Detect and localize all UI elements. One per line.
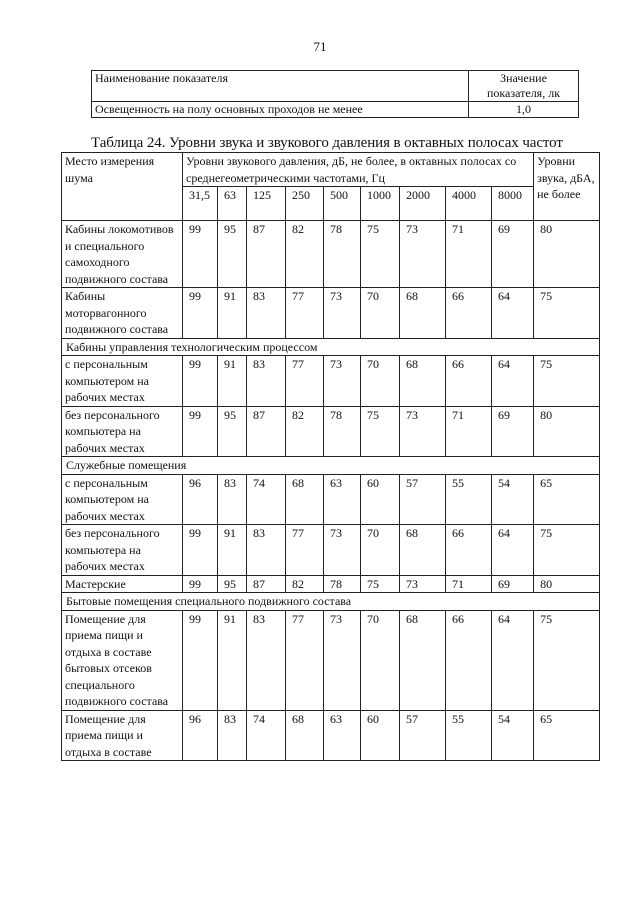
row-value: 73 bbox=[324, 356, 361, 407]
table-row bbox=[62, 356, 600, 407]
row-value: 87 bbox=[247, 575, 286, 593]
row-value: 99 bbox=[183, 406, 218, 457]
row-label: Кабины моторвагонного подвижного состава bbox=[62, 288, 183, 339]
row-value: 68 bbox=[400, 610, 446, 710]
row-value: 71 bbox=[446, 221, 492, 288]
frequency-header: 250 bbox=[286, 187, 324, 221]
row-value: 69 bbox=[492, 221, 534, 288]
row-value: 54 bbox=[492, 474, 534, 525]
row-value: 99 bbox=[183, 356, 218, 407]
row-value: 55 bbox=[446, 474, 492, 525]
row-value: 87 bbox=[247, 221, 286, 288]
illumination-header-value: Значение показателя, лк bbox=[469, 71, 579, 102]
row-total-value: 75 bbox=[534, 610, 600, 710]
row-label: Кабины локомотивов и специального самоходного подвижного состава bbox=[62, 221, 183, 288]
table-row bbox=[62, 575, 600, 593]
row-value: 78 bbox=[324, 221, 361, 288]
row-value: 54 bbox=[492, 710, 534, 761]
row-total-value: 65 bbox=[534, 474, 600, 525]
row-value: 63 bbox=[324, 710, 361, 761]
row-value: 83 bbox=[247, 610, 286, 710]
row-value: 57 bbox=[400, 710, 446, 761]
row-value: 78 bbox=[324, 406, 361, 457]
row-value: 73 bbox=[324, 525, 361, 576]
section-label: Служебные помещения bbox=[62, 457, 600, 475]
row-value: 95 bbox=[218, 406, 247, 457]
row-label: Мастерские bbox=[62, 575, 183, 593]
illumination-row-name: Освещенность на полу основных проходов не менее bbox=[92, 102, 469, 118]
row-total-value: 80 bbox=[534, 575, 600, 593]
row-label: Помещение для приема пищи и отдыха в составе bbox=[62, 710, 183, 761]
row-value: 96 bbox=[183, 474, 218, 525]
row-label: Помещение для приема пищи и отдыха в составе бытовых отсеков специального подвижного состава bbox=[62, 610, 183, 710]
row-value: 95 bbox=[218, 575, 247, 593]
frequency-header: 63 bbox=[218, 187, 247, 221]
row-label: без персонального компьютера на рабочих местах bbox=[62, 525, 183, 576]
row-value: 91 bbox=[218, 356, 247, 407]
header-row-1 bbox=[62, 153, 600, 187]
table-row bbox=[62, 525, 600, 576]
frequency-header: 125 bbox=[247, 187, 286, 221]
table-row bbox=[62, 288, 600, 339]
section-label: Бытовые помещения специального подвижного состава bbox=[62, 593, 600, 611]
row-label: с персональным компьютером на рабочих местах bbox=[62, 356, 183, 407]
row-value: 91 bbox=[218, 288, 247, 339]
header-total: Уровни звука, дБА, не более bbox=[534, 153, 600, 221]
row-value: 71 bbox=[446, 575, 492, 593]
row-value: 75 bbox=[361, 221, 400, 288]
row-value: 64 bbox=[492, 525, 534, 576]
row-value: 77 bbox=[286, 288, 324, 339]
row-total-value: 65 bbox=[534, 710, 600, 761]
row-value: 70 bbox=[361, 525, 400, 576]
row-value: 78 bbox=[324, 575, 361, 593]
row-total-value: 75 bbox=[534, 288, 600, 339]
row-value: 68 bbox=[400, 356, 446, 407]
frequency-header: 500 bbox=[324, 187, 361, 221]
row-value: 55 bbox=[446, 710, 492, 761]
row-value: 70 bbox=[361, 356, 400, 407]
row-value: 57 bbox=[400, 474, 446, 525]
row-value: 73 bbox=[400, 221, 446, 288]
row-value: 68 bbox=[400, 525, 446, 576]
row-value: 83 bbox=[218, 710, 247, 761]
illumination-row bbox=[92, 102, 579, 118]
row-value: 87 bbox=[247, 406, 286, 457]
row-value: 70 bbox=[361, 288, 400, 339]
row-value: 83 bbox=[247, 525, 286, 576]
row-value: 75 bbox=[361, 406, 400, 457]
row-total-value: 75 bbox=[534, 356, 600, 407]
row-value: 77 bbox=[286, 525, 324, 576]
row-value: 82 bbox=[286, 575, 324, 593]
row-value: 71 bbox=[446, 406, 492, 457]
frequency-header: 8000 bbox=[492, 187, 534, 221]
row-value: 73 bbox=[400, 575, 446, 593]
row-value: 96 bbox=[183, 710, 218, 761]
table-row bbox=[62, 610, 600, 710]
illumination-row-value: 1,0 bbox=[469, 102, 579, 118]
row-value: 83 bbox=[247, 356, 286, 407]
row-value: 64 bbox=[492, 288, 534, 339]
section-label: Кабины управления технологическим процессом bbox=[62, 338, 600, 356]
row-total-value: 80 bbox=[534, 221, 600, 288]
frequency-header: 1000 bbox=[361, 187, 400, 221]
table-row bbox=[62, 221, 600, 288]
row-value: 64 bbox=[492, 356, 534, 407]
row-value: 60 bbox=[361, 474, 400, 525]
row-value: 74 bbox=[247, 710, 286, 761]
row-label: с персональным компьютером на рабочих местах bbox=[62, 474, 183, 525]
row-value: 83 bbox=[218, 474, 247, 525]
row-value: 68 bbox=[286, 474, 324, 525]
illumination-header-name: Наименование показателя bbox=[92, 71, 469, 102]
row-value: 91 bbox=[218, 610, 247, 710]
row-value: 60 bbox=[361, 710, 400, 761]
row-value: 74 bbox=[247, 474, 286, 525]
row-value: 83 bbox=[247, 288, 286, 339]
table-row bbox=[62, 474, 600, 525]
illumination-header-row bbox=[92, 71, 579, 102]
row-value: 68 bbox=[400, 288, 446, 339]
row-value: 91 bbox=[218, 525, 247, 576]
table-row bbox=[62, 710, 600, 761]
row-value: 77 bbox=[286, 356, 324, 407]
row-value: 82 bbox=[286, 406, 324, 457]
frequency-header: 31,5 bbox=[183, 187, 218, 221]
row-total-value: 75 bbox=[534, 525, 600, 576]
page-number: 71 bbox=[313, 39, 327, 54]
section-row bbox=[62, 593, 600, 611]
illumination-table bbox=[91, 70, 579, 118]
section-row bbox=[62, 457, 600, 475]
table-title: Таблица 24. Уровни звука и звукового давления в октавных полосах частот bbox=[91, 135, 563, 151]
row-value: 95 bbox=[218, 221, 247, 288]
row-label: без персонального компьютера на рабочих местах bbox=[62, 406, 183, 457]
row-value: 66 bbox=[446, 610, 492, 710]
row-total-value: 80 bbox=[534, 406, 600, 457]
row-value: 66 bbox=[446, 525, 492, 576]
row-value: 82 bbox=[286, 221, 324, 288]
table-row bbox=[62, 406, 600, 457]
row-value: 69 bbox=[492, 575, 534, 593]
row-value: 69 bbox=[492, 406, 534, 457]
row-value: 66 bbox=[446, 288, 492, 339]
row-value: 73 bbox=[324, 288, 361, 339]
row-value: 99 bbox=[183, 221, 218, 288]
header-levels: Уровни звукового давления, дБ, не более, в октавных полосах со среднегеометрическими частотами, Гц bbox=[183, 153, 534, 187]
row-value: 68 bbox=[286, 710, 324, 761]
row-value: 70 bbox=[361, 610, 400, 710]
row-value: 77 bbox=[286, 610, 324, 710]
frequency-header: 2000 bbox=[400, 187, 446, 221]
row-value: 99 bbox=[183, 288, 218, 339]
row-value: 63 bbox=[324, 474, 361, 525]
row-value: 73 bbox=[324, 610, 361, 710]
frequency-header: 4000 bbox=[446, 187, 492, 221]
row-value: 73 bbox=[400, 406, 446, 457]
row-value: 99 bbox=[183, 525, 218, 576]
row-value: 99 bbox=[183, 610, 218, 710]
header-place: Место измерения шума bbox=[62, 153, 183, 221]
noise-table bbox=[61, 152, 600, 761]
row-value: 99 bbox=[183, 575, 218, 593]
section-row bbox=[62, 338, 600, 356]
row-value: 75 bbox=[361, 575, 400, 593]
row-value: 64 bbox=[492, 610, 534, 710]
row-value: 66 bbox=[446, 356, 492, 407]
